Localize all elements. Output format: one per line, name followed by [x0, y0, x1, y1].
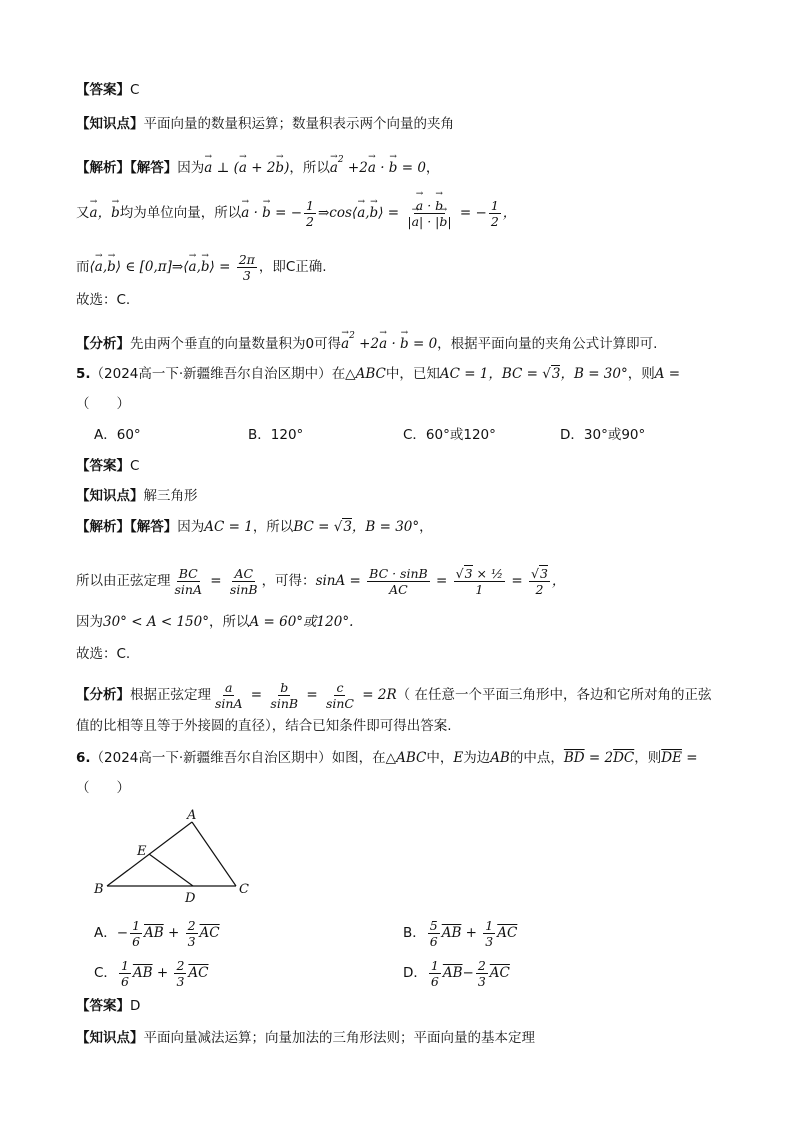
- q6-option-d[interactable]: D． $\frac{1}{6}$ $\overline{AB}-$ $\frac{2}{3}$ $\overline{AC}$: [403, 958, 510, 989]
- q5-analysis-line1: 【解析】【解答】因为AC = 1，所以BC = √3，B = 30°，: [76, 519, 433, 535]
- q4-analysis-line3: 而⟨→ a,→ b⟩ ∈ [0,π]⇒⟨→ a,→ b⟩ = $\frac{2\pi}{3}$ ，即C正确.: [76, 252, 327, 283]
- q6-blank: （ ）: [76, 780, 130, 796]
- segment-de: [149, 854, 193, 886]
- formula: $\frac{a}{\sin A}$ = $\frac{b}{\sin B}$ = $\frac{c}{\sin C}$ = 2R: [215, 680, 397, 711]
- formula: → a ⊥ (→ a + 2→ b): [204, 160, 289, 176]
- q4-analysis-line2: 又→ a，→ b均为单位向量，所以→ a · → b = − $\frac{1}{2}$ ⇒cos⟨→ a,→ b⟩ = → $\frac{a \cdot \to b}{|\to a| \cdot |\to b|}$ = − $\frac{1}{2}$ ，: [76, 198, 516, 229]
- side-ac: [192, 822, 236, 886]
- formula: $\frac{BC}{\sin A}$ = $\frac{AC}{\sin B}$: [174, 566, 258, 597]
- label-b: B: [94, 882, 104, 897]
- formula: sinA = $\frac{BC \cdot \sin B}{AC}$ = $\frac{\text{√3 × ½}}{1}$ = $\frac{√3}{2}$ ，: [315, 566, 566, 597]
- formula: ⟨→ a,→ b⟩ ∈ [0,π]⇒⟨→ a,→ b⟩ = $\frac{2\pi}{3}$: [90, 259, 259, 275]
- q4-fenxi: 【分析】先由两个垂直的向量数量积为0可得→ $a^2 +2\to a$ · → b = 0，根据平面向量的夹角公式计算即可.: [76, 326, 657, 354]
- formula: $\frac{1}{6}$ $\overline{AB}-$ $\frac{2}{3}$ $\overline{AC}$: [430, 958, 510, 989]
- q5-analysis-line2: 所以由正弦定理 $\frac{BC}{\sin A}$ = $\frac{AC}{\sin B}$ ，可得：sinA = $\frac{BC \cdot \sin B}{AC}$ = $\frac{\text{√3 × ½}}{1}$ = $\frac{√3}{2}$ ，: [76, 566, 566, 597]
- q5-fenxi-line2: 值的比相等且等于外接圆的直径），结合已知条件即可得出答案.: [76, 718, 452, 734]
- q5-stem: 5.（2024高一下·新疆维吾尔自治区期中）在△ABC中，已知AC = 1，BC = √3，B = 30°，则A =: [76, 366, 681, 382]
- q4-choose: 故选：C.: [76, 292, 131, 308]
- q5-option-a[interactable]: A．60°: [94, 427, 141, 443]
- label-c: C: [239, 882, 249, 897]
- q6-answer: 【答案】D: [76, 998, 141, 1014]
- q5-analysis-line3: 因为30° < A < 150°，所以A = 60°或120°.: [76, 614, 354, 630]
- formula: AC = 1，BC = √3，B = 30°: [439, 366, 628, 382]
- formula: BC = √3，B = 30°: [293, 519, 420, 535]
- q5-option-b[interactable]: B．120°: [248, 427, 304, 443]
- q5-fenxi-line1: 【分析】根据正弦定理 $\frac{a}{\sin A}$ = $\frac{b}{\sin B}$ = $\frac{c}{\sin C}$ = 2R（ 在任意一个平面三角形中，各边和它所对角的正弦: [76, 680, 712, 711]
- q4-answer: 【答案】C: [76, 82, 140, 98]
- q6-option-c[interactable]: C． $\frac{1}{6}$ $\overline{AB}$ + $\frac{2}{3}$ $\overline{AC}$: [94, 958, 209, 989]
- q5-blank: （ ）: [76, 396, 130, 412]
- q4-knowledge: 【知识点】平面向量的数量积运算；数量积表示两个向量的夹角: [76, 116, 454, 132]
- q5-option-d[interactable]: D．30°或90°: [560, 427, 646, 443]
- q4-analysis-line1: 【解析】【解答】因为→ a ⊥ (→ a + 2→ b)，所以→ $a^2 +2\to a$ · → b = 0，: [76, 150, 439, 178]
- formula: − $\frac{1}{6}$ $\overline{AB}$ + $\frac{2}{3}$ $\overline{AC}$: [116, 918, 220, 949]
- formula: → $a^2 +2\to a$ · → b = 0: [341, 336, 437, 352]
- formula: $\frac{5}{6}$ $\overline{AB}$ + $\frac{1}{3}$ $\overline{AC}$: [429, 918, 518, 949]
- label-e: E: [137, 844, 147, 859]
- q5-knowledge: 【知识点】解三角形: [76, 488, 198, 504]
- q6-stem: 6.（2024高一下·新疆维吾尔自治区期中）如图，在△ABC中，E为边AB的中点，$\overline{BD} = 2\overline{DC}$，则$\overline{DE}$ =: [76, 750, 698, 766]
- formula: → a，→ b: [90, 205, 120, 221]
- formula: → $a^2 +2\to a$ · → b = 0: [330, 160, 426, 176]
- formula: → a · → b = − $\frac{1}{2}$ ⇒cos⟨→ a,→ b⟩ = → $\frac{a \cdot \to b}{|\to a| \cdot |\to b|}$ = − $\frac{1}{2}$ ，: [241, 205, 516, 221]
- triangle-figure: [86, 800, 286, 905]
- q6-option-b[interactable]: B． $\frac{5}{6}$ $\overline{AB}$ + $\frac{1}{3}$ $\overline{AC}$: [403, 918, 518, 949]
- q6-option-a[interactable]: A．− $\frac{1}{6}$ $\overline{AB}$ + $\frac{2}{3}$ $\overline{AC}$: [94, 918, 220, 949]
- q5-option-c[interactable]: C．60°或120°: [403, 427, 496, 443]
- label-d: D: [185, 891, 196, 905]
- q6-knowledge: 【知识点】平面向量减法运算；向量加法的三角形法则；平面向量的基本定理: [76, 1030, 535, 1046]
- q5-choose: 故选：C.: [76, 646, 131, 662]
- formula: $\overline{BD} = 2\overline{DC}$: [563, 750, 635, 766]
- formula: $\frac{1}{6}$ $\overline{AB}$ + $\frac{2}{3}$ $\overline{AC}$: [120, 958, 209, 989]
- label-a: A: [187, 808, 197, 823]
- q5-answer: 【答案】C: [76, 458, 140, 474]
